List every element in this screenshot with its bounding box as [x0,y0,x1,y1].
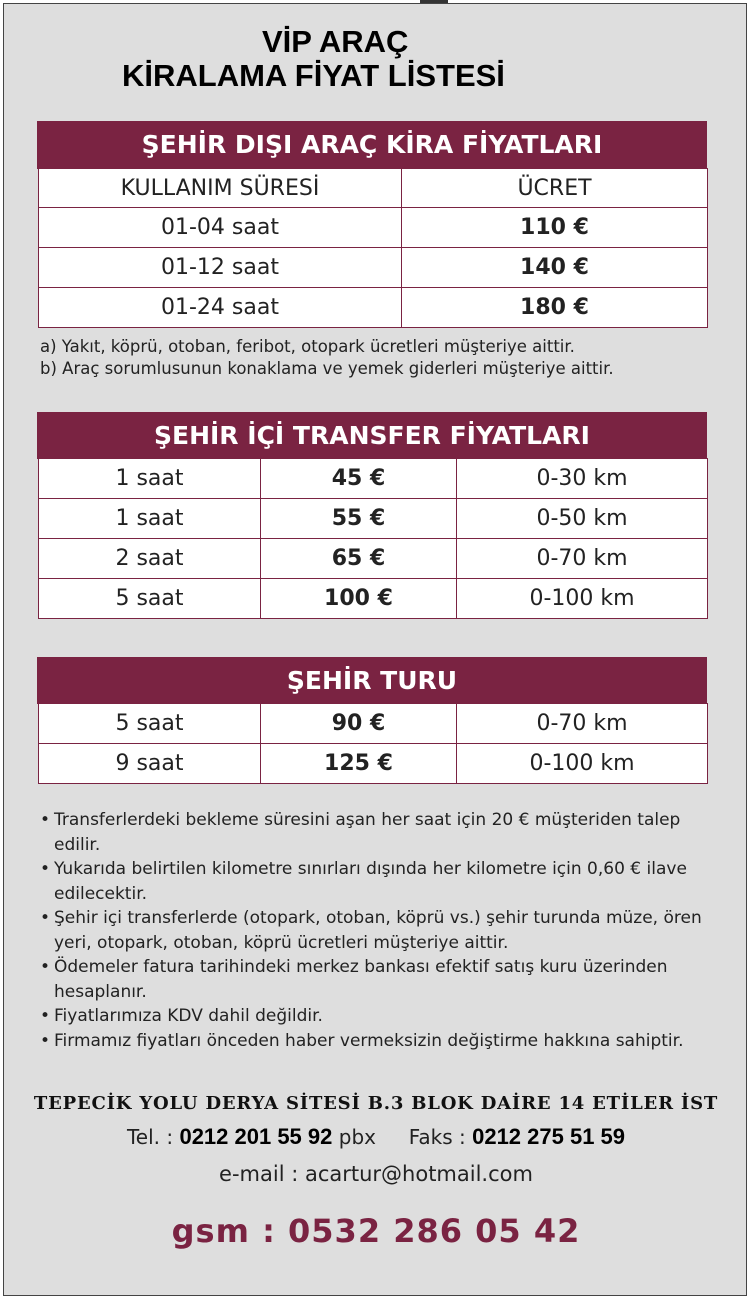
table-row [39,459,708,499]
city-transfer-table [38,458,708,619]
distance-cell: 0-70 km [457,539,708,579]
tel-label: Tel. : [126,1125,174,1149]
duration-cell: 5 saat [39,704,261,744]
distance-cell: 0-30 km [457,459,708,499]
column-header-duration: KULLANIM SÜRESİ [39,169,402,208]
table-header-row [39,169,708,208]
list-item: • Şehir içi transferlerde (otopark, otoban, köprü vs.) şehir turunda müze, ören yeri, otopark, otoban, köprü ücretleri müşteriye aittir. [40,906,730,955]
page-title-line2: KİRALAMA FİYAT LİSTESİ [122,58,505,93]
price-cell: 100 € [261,579,457,619]
price-cell: 90 € [261,704,457,744]
duration-cell: 5 saat [39,579,261,619]
fax-label: Faks : [408,1125,466,1149]
city-tour-table [38,703,708,784]
table-row [39,288,708,328]
page-title-line1: VİP ARAÇ [262,24,409,59]
duration-cell: 1 saat [39,459,261,499]
duration-cell: 01-04 saat [39,208,402,248]
duration-cell: 2 saat [39,539,261,579]
company-address: TEPECİK YOLU DERYA SİTESİ B.3 BLOK DAİRE 14 ETİLER İST [33,1093,719,1114]
duration-cell: 01-12 saat [39,248,402,288]
table-row [39,248,708,288]
distance-cell: 0-100 km [457,579,708,619]
table-row [39,539,708,579]
list-item: • Transferlerdeki bekleme süresini aşan her saat için 20 € müşteriden talep edilir. [40,808,730,857]
gsm-line: gsm : 0532 286 05 42 [171,1212,581,1250]
terms-list [40,808,730,1053]
tel-suffix: pbx [338,1125,376,1149]
table-row [39,499,708,539]
list-item: • Yukarıda belirtilen kilometre sınırları dışında her kilometre için 0,60 € ilave edilecektir. [40,857,730,906]
table-row [39,704,708,744]
list-item: • Ödemeler fatura tarihindeki merkez bankası efektif satış kuru üzerinden hesaplanır. [40,955,730,1004]
intercity-note-b: b) Araç sorumlusunun konaklama ve yemek giderleri müşteriye aittir. [40,359,614,378]
email-line: e-mail : acartur@hotmail.com [219,1162,533,1186]
price-cell: 180 € [402,288,708,328]
intercity-note-a: a) Yakıt, köprü, otoban, feribot, otopark ücretleri müşteriye aittir. [40,337,575,356]
list-item: • Fiyatlarımıza KDV dahil değildir. [40,1004,730,1029]
price-cell: 55 € [261,499,457,539]
table-row [39,208,708,248]
price-cell: 110 € [402,208,708,248]
duration-cell: 9 saat [39,744,261,784]
price-cell: 140 € [402,248,708,288]
tel-number: 0212 201 55 92 [179,1124,333,1149]
price-cell: 45 € [261,459,457,499]
distance-cell: 0-100 km [457,744,708,784]
duration-cell: 1 saat [39,499,261,539]
column-header-price: ÜCRET [402,169,708,208]
table-row [39,744,708,784]
distance-cell: 0-50 km [457,499,708,539]
intercity-price-table [38,168,708,328]
table-row [39,579,708,619]
phone-fax-line [0,1124,752,1150]
section-heading-city-tour: ŞEHİR TURU [37,657,707,704]
section-heading-city-transfer: ŞEHİR İÇİ TRANSFER FİYATLARI [37,412,707,459]
list-item: • Firmamız fiyatları önceden haber vermeksizin değiştirme hakkına sahiptir. [40,1029,730,1054]
price-cell: 125 € [261,744,457,784]
price-cell: 65 € [261,539,457,579]
section-heading-intercity: ŞEHİR DIŞI ARAÇ KİRA FİYATLARI [37,121,707,169]
distance-cell: 0-70 km [457,704,708,744]
duration-cell: 01-24 saat [39,288,402,328]
fax-number: 0212 275 51 59 [472,1124,626,1149]
